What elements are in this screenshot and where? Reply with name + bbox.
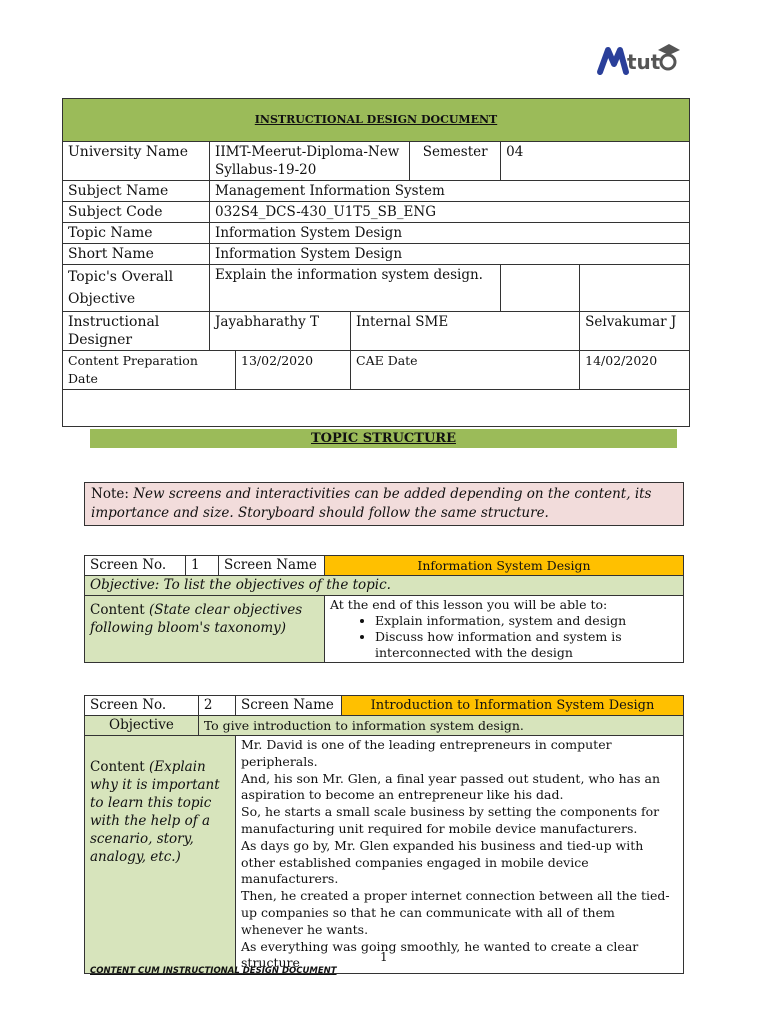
screen1-name-label: Screen Name <box>219 556 325 576</box>
screen2-content-label-cell <box>85 736 236 974</box>
screen2-name-value: Introduction to Information System Design <box>342 696 684 716</box>
semester-value: 04 <box>501 142 690 181</box>
list-item: • Discuss how information and system is interconnected with the design <box>375 629 678 661</box>
note-box <box>84 482 684 526</box>
screen2-paragraph: Then, he created a proper internet connection between all the tied-up companies so that he can communicate with all of them whenever he wants. <box>241 888 670 937</box>
screen1-no-label: Screen No. <box>85 556 186 576</box>
screen2-paragraph: So, he starts a small scale business by setting the components for manufacturing unit required for mobile device manufacturers. <box>241 804 660 836</box>
overall-objective-value: Explain the information system design. <box>210 265 501 312</box>
screen2-paragraph: As days go by, Mr. Glen expanded his business and tied-up with other established companies engaged in mobile device manufacturers. <box>241 837 644 887</box>
instructional-designer-value: Jayabharathy T <box>210 312 351 351</box>
list-item: • Explain information, system and design <box>375 613 678 629</box>
screen2-table <box>84 695 684 974</box>
cae-date-value: 14/02/2020 <box>580 351 690 390</box>
screen2-paragraph: Mr. David is one of the leading entrepreneurs in computer peripherals. <box>241 737 612 769</box>
footer-text: CONTENT CUM INSTRUCTIONAL DESIGN DOCUMENT <box>90 966 337 976</box>
screen1-content-hint: (State clear objectives following bloom's taxonomy) <box>90 602 303 636</box>
topic-structure-title: TOPIC STRUCTURE <box>90 429 677 448</box>
page-number: 1 <box>380 950 388 964</box>
screen2-name-label: Screen Name <box>236 696 342 716</box>
short-name-label: Short Name <box>63 244 210 265</box>
short-name-value: Information System Design <box>210 244 690 265</box>
mtutor-logo <box>596 38 680 78</box>
university-value: IIMT-Meerut-Diploma-New Syllabus-19-20 <box>210 142 410 181</box>
semester-label: Semester <box>410 142 501 181</box>
topic-name-value: Information System Design <box>210 223 690 244</box>
internal-sme-label: Internal SME <box>351 312 580 351</box>
screen2-content-label: Content <box>90 759 149 775</box>
screen2-paragraph: As everything was going smoothly, he wanted to create a clear structure <box>241 938 639 971</box>
screen2-content-hint: (Explain why it is important to learn this topic with the help of a scenario, story, analogy, etc.) <box>90 759 220 865</box>
note-text: New screens and interactivities can be added depending on the content, its importance and size. Storyboard should follow the same structure. <box>91 486 652 521</box>
screen1-content-label-cell <box>85 596 325 663</box>
note-prefix: Note: <box>91 486 134 502</box>
empty-row <box>63 390 690 427</box>
screen1-intro: At the end of this lesson you will be able to: <box>330 597 608 612</box>
screen1-content-body <box>325 596 684 663</box>
internal-sme-value: Selvakumar J <box>580 312 690 351</box>
content-prep-date-label: Content Preparation Date <box>63 351 236 389</box>
instructional-designer-label: Instructional Designer <box>63 312 210 351</box>
screen2-no-label: Screen No. <box>85 696 199 716</box>
screen1-no-value: 1 <box>186 556 219 576</box>
content-prep-date-row <box>63 351 351 390</box>
subject-name-label: Subject Name <box>63 181 210 202</box>
subject-code-label: Subject Code <box>63 202 210 223</box>
screen2-objective-value: To give introduction to information system design. <box>198 716 683 736</box>
content-prep-date-value: 13/02/2020 <box>241 353 314 368</box>
screen1-name-value: Information System Design <box>325 556 684 576</box>
topic-name-label: Topic Name <box>63 223 210 244</box>
empty-cell <box>501 265 580 312</box>
overall-objective-label: Topic's Overall Objective <box>63 265 210 312</box>
cae-date-label: CAE Date <box>351 351 580 390</box>
subject-name-value: Management Information System <box>210 181 690 202</box>
screen1-content-label: Content <box>90 602 149 618</box>
screen1-objective: Objective: To list the objectives of the topic. <box>85 576 684 596</box>
screen1-objectives-list <box>330 613 678 661</box>
screen2-content-body <box>236 736 684 974</box>
empty-cell <box>580 265 690 312</box>
design-doc-table <box>62 98 690 427</box>
screen2-paragraph: And, his son Mr. Glen, a final year passed out student, who has an aspiration to become an entrepreneur like his dad. <box>241 770 661 803</box>
subject-code-value: 032S4_DCS-430_U1T5_SB_ENG <box>210 202 690 223</box>
screen2-no-value: 2 <box>198 696 235 716</box>
svg-text:tut: tut <box>627 50 661 74</box>
design-doc-title: INSTRUCTIONAL DESIGN DOCUMENT <box>63 99 690 142</box>
screen1-table <box>84 555 684 663</box>
university-label: University Name <box>63 142 210 181</box>
screen2-objective-label: Objective <box>85 716 199 736</box>
